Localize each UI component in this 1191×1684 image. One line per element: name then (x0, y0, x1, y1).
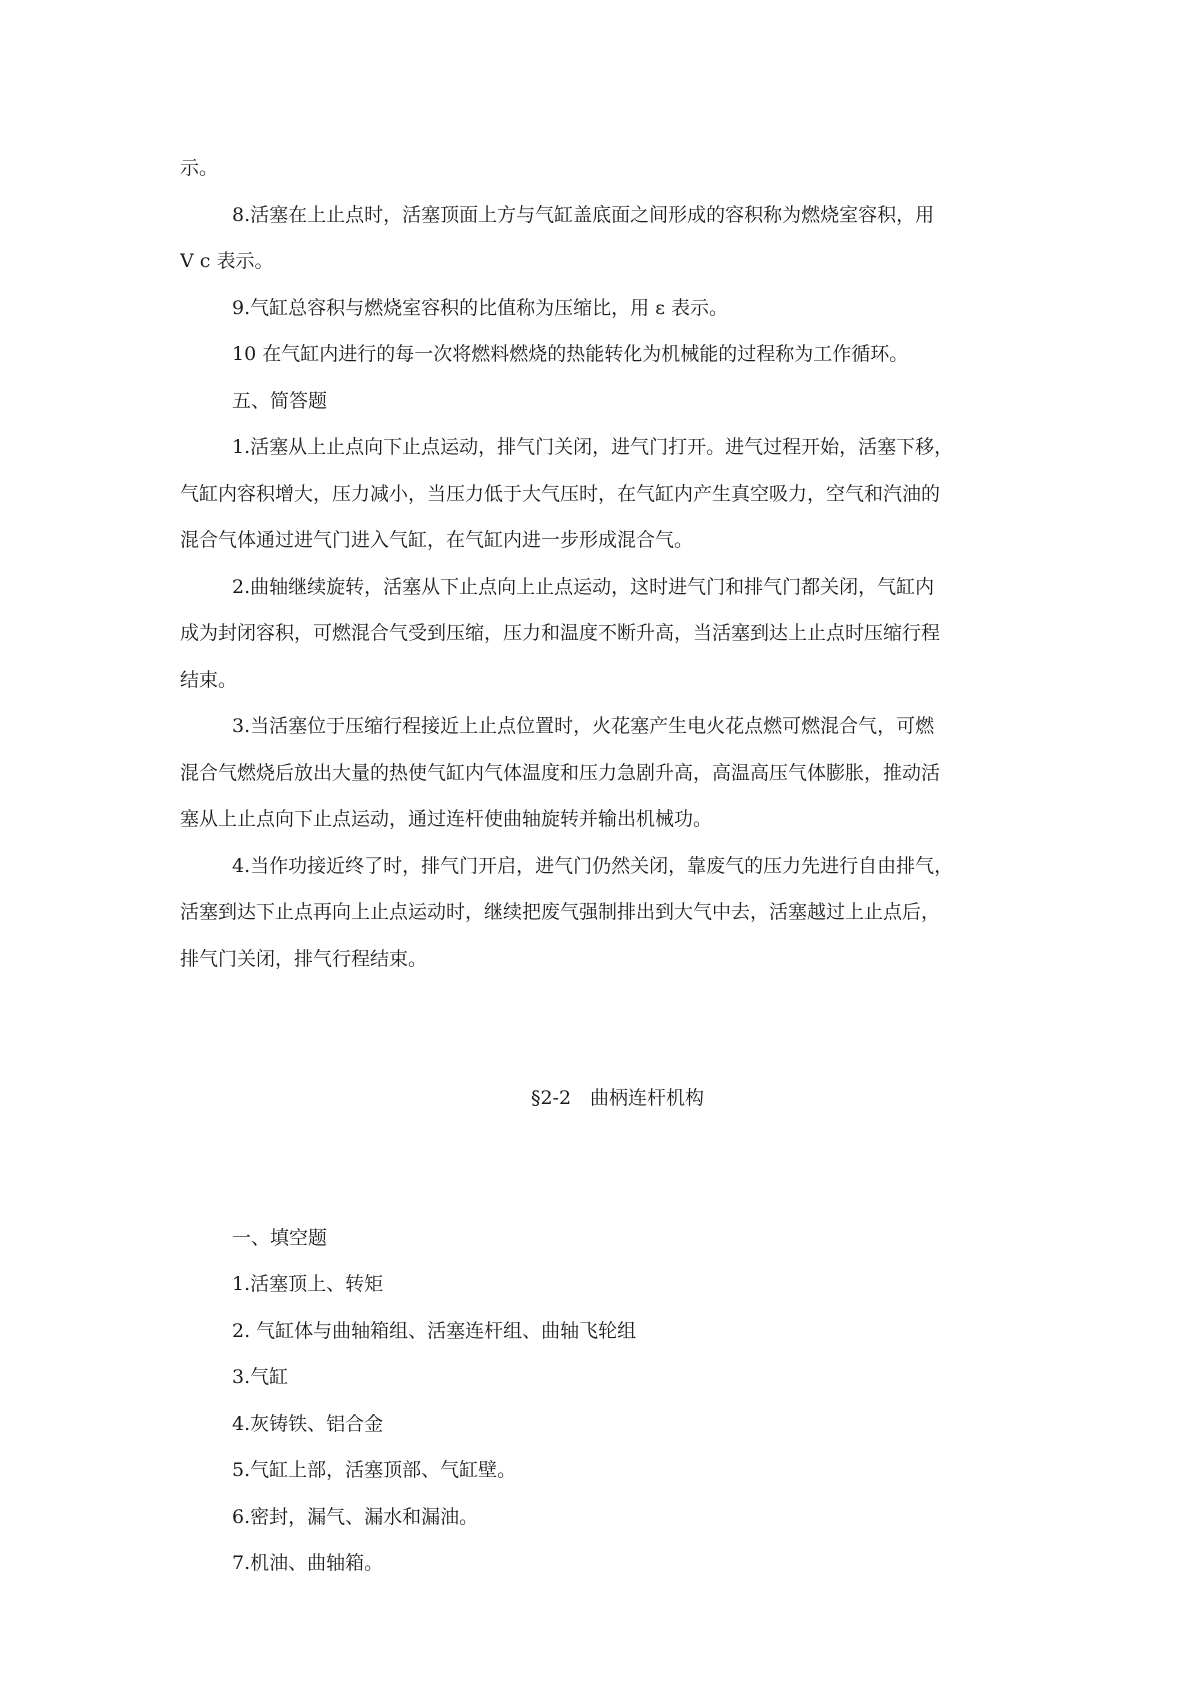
text-line: 气缸内容积增大，压力减小，当压力低于大气压时，在气缸内产生真空吸力，空气和汽油的 (180, 482, 941, 505)
text-line: 3.当活塞位于压缩行程接近上止点位置时，火花塞产生电火花点燃可燃混合气，可燃 (232, 715, 935, 737)
text-line: 2. 气缸体与曲轴箱组、活塞连杆组、曲轴飞轮组 (232, 1319, 637, 1342)
text-line: 混合气体通过进气门进入气缸，在气缸内进一步形成混合气。 (180, 529, 694, 551)
text-line: 成为封闭容积，可燃混合气受到压缩，压力和温度不断升高，当活塞到达上止点时压缩行程 (180, 622, 941, 644)
text-line: 活塞到达下止点再向上止点运动时，继续把废气强制排出到大气中去，活塞越过上止点后， (180, 901, 941, 923)
text-line: 2.曲轴继续旋转，活塞从下止点向上止点运动，这时进气门和排气门都关闭，气缸内 (232, 575, 935, 598)
text-line: V c 表示。 (180, 250, 274, 272)
text-line: 3.气缸 (232, 1366, 289, 1388)
text-line: 4.当作功接近终了时，排气门开启，进气门仍然关闭，靠废气的压力先进行自由排气， (232, 854, 954, 877)
text-line: 7.机油、曲轴箱。 (232, 1552, 384, 1574)
text-line: 4.灰铸铁、铝合金 (232, 1412, 384, 1435)
text-line: 1.活塞顶上、转矩 (232, 1273, 384, 1295)
text-line: 混合气燃烧后放出大量的热使气缸内气体温度和压力急剧升高，高温高压气体膨胀，推动活 (180, 761, 941, 784)
text-line: 8.活塞在上止点时，活塞顶面上方与气缸盖底面之间形成的容积称为燃烧室容积，用 (232, 203, 935, 226)
title-spacer (180, 1122, 1015, 1215)
section-title: §2-2 曲柄连杆机构 (530, 1087, 705, 1109)
text-line: 示。 (180, 157, 219, 179)
text-line: 排气门关闭，排气行程结束。 (180, 947, 428, 970)
text-line: 五、简答题 (232, 389, 328, 412)
text-line: 塞从上止点向下止点运动，通过连杆使曲轴旋转并输出机械功。 (180, 808, 713, 830)
text-line: 10 在气缸内进行的每一次将燃料燃烧的热能转化为机械能的过程称为工作循环。 (232, 343, 909, 365)
document-page (180, 145, 1015, 1587)
section-spacer (180, 982, 1015, 1075)
text-line: 结束。 (180, 668, 238, 691)
text-line: 6.密封，漏气、漏水和漏油。 (232, 1505, 479, 1528)
fill-in-answers-block (180, 1215, 1015, 1587)
text-line: 9.气缸总容积与燃烧室容积的比值称为压缩比，用 ε 表示。 (232, 296, 729, 319)
text-line: 一、填空题 (232, 1226, 328, 1249)
text-line: 1.活塞从上止点向下止点运动，排气门关闭，进气门打开。进气过程开始，活塞下移， (232, 436, 954, 458)
text-line: 5.气缸上部，活塞顶部、气缸壁。 (232, 1459, 517, 1481)
answers-continued-block (180, 145, 1015, 982)
